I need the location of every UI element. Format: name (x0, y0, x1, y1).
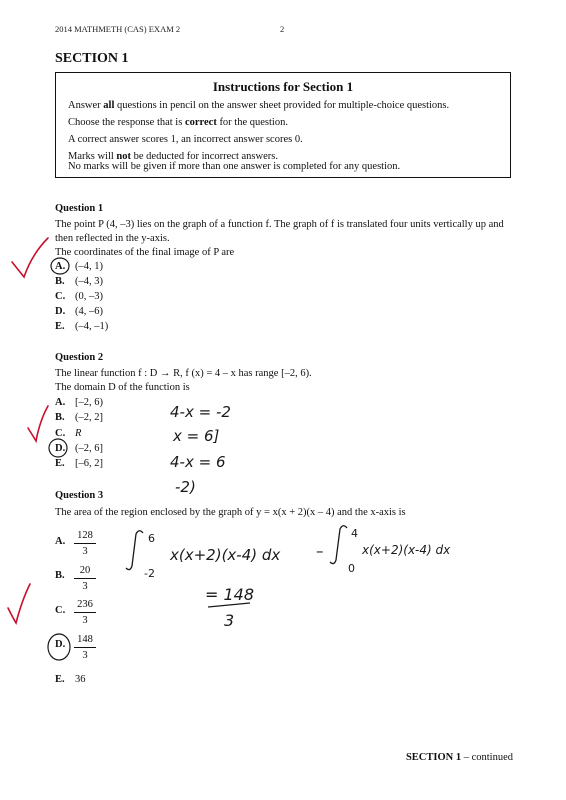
instruction-line-3: A correct answer scores 1, an incorrect answer scores 0. (68, 134, 303, 145)
question-3-text-line-1: The area of the region enclosed by the graph of y = x(x + 2)(x – 4) and the x-axis is (55, 507, 406, 518)
section-title: SECTION 1 (55, 51, 129, 66)
q3-integral-1-upper: 6 (148, 532, 155, 545)
question-1-text-line-1: The point P (4, –3) lies on the graph of a function f. The graph of f is translated four units vertically up and (55, 219, 504, 230)
q1-option-a-text: (–4, 1) (75, 261, 103, 272)
q3-option-e-label[interactable]: E. (55, 674, 65, 685)
q3-integral-2-lower: 0 (348, 562, 355, 575)
question-2-title: Question 2 (55, 352, 104, 363)
q3-option-a-fraction: 128 3 (74, 529, 96, 558)
q2-work-line-1: 4-x = -2 (170, 403, 231, 421)
q3-integral-2-body: x(x+2)(x-4) dx (362, 543, 451, 557)
q1-option-b-text: (–4, 3) (75, 276, 103, 287)
q2-option-e-label[interactable]: E. (55, 458, 65, 469)
question-2-text-line-2: The domain D of the function is (55, 382, 190, 393)
q1-option-a-label[interactable]: A. (55, 261, 66, 272)
page-number: 2 (280, 24, 285, 34)
q3-option-e-text: 36 (75, 674, 86, 685)
q3-option-d-label[interactable]: D. (55, 639, 66, 650)
instruction-line-2: Choose the response that is correct for the question. (68, 117, 288, 128)
q2-option-a-text: [–2, 6) (75, 397, 103, 408)
question-2-text-line-1: The linear function f : D → R, f (x) = 4 – x has range [–2, 6). (55, 368, 312, 379)
question-1-text-line-2: then reflected in the y-axis. (55, 233, 170, 244)
q3-option-c-fraction: 236 3 (74, 598, 96, 627)
q2-option-b-label[interactable]: B. (55, 412, 65, 423)
question-1-text-line-3: The coordinates of the final image of P are (55, 247, 235, 258)
q3-check-mark-icon (8, 584, 30, 623)
q2-option-c-text: R (75, 428, 82, 439)
q1-option-c-label[interactable]: C. (55, 291, 66, 302)
q1-option-d-text: (4, –6) (75, 306, 103, 317)
exam-title-header: 2014 MATHMETH (CAS) EXAM 2 (55, 24, 181, 34)
q3-integral-2-upper: 4 (351, 527, 358, 540)
q3-option-b-label[interactable]: B. (55, 570, 65, 581)
q2-answer-circle-icon (49, 439, 67, 457)
instruction-line-1: Answer all questions in pencil on the answer sheet provided for multiple-choice questions. (68, 100, 450, 111)
q3-integral-1-body: x(x+2)(x-4) dx (170, 546, 281, 564)
q3-minus-sign: – (316, 542, 324, 560)
q3-result-numerator: = 148 (205, 585, 255, 604)
q1-option-e-text: (–4, –1) (75, 321, 109, 332)
instructions-heading: Instructions for Section 1 (212, 79, 354, 94)
q3-option-a-label[interactable]: A. (55, 536, 66, 547)
q1-option-e-label[interactable]: E. (55, 321, 65, 332)
q3-result-denominator: 3 (224, 611, 235, 630)
q2-work-line-2: x = 6] (173, 427, 220, 445)
q1-option-d-label[interactable]: D. (55, 306, 66, 317)
q1-check-mark-icon (12, 238, 48, 277)
q3-integral-1-lower: -2 (144, 567, 155, 580)
integral-sign-2-icon (330, 526, 347, 564)
q2-option-d-label[interactable]: D. (55, 443, 66, 454)
footer-continued: SECTION 1 – continued (405, 752, 513, 763)
q3-answer-circle-icon (48, 634, 70, 660)
instruction-line-5: No marks will be given if more than one answer is completed for any question. (68, 161, 401, 172)
q3-option-c-label[interactable]: C. (55, 605, 66, 616)
instruction-line-4: Marks will not be deducted for incorrect answers. (68, 151, 278, 162)
question-1-title: Question 1 (55, 203, 104, 214)
q2-work-line-4: -2) (175, 478, 196, 496)
q2-option-e-text: [–6, 2] (75, 458, 103, 469)
q3-option-d-fraction: 148 3 (74, 633, 96, 662)
q2-work-line-3: 4-x = 6 (170, 453, 226, 471)
q2-option-d-text: (–2, 6] (75, 443, 103, 454)
q2-check-mark-icon (28, 406, 48, 441)
integral-sign-1-icon (126, 531, 143, 570)
question-3-title: Question 3 (55, 490, 104, 501)
q1-option-b-label[interactable]: B. (55, 276, 65, 287)
q2-option-c-label[interactable]: C. (55, 428, 66, 439)
q2-option-b-text: (–2, 2] (75, 412, 103, 423)
q3-option-b-fraction: 20 3 (74, 564, 96, 593)
q1-option-c-text: (0, –3) (75, 291, 103, 302)
q2-option-a-label[interactable]: A. (55, 397, 66, 408)
q1-answer-circle-icon (51, 258, 69, 274)
